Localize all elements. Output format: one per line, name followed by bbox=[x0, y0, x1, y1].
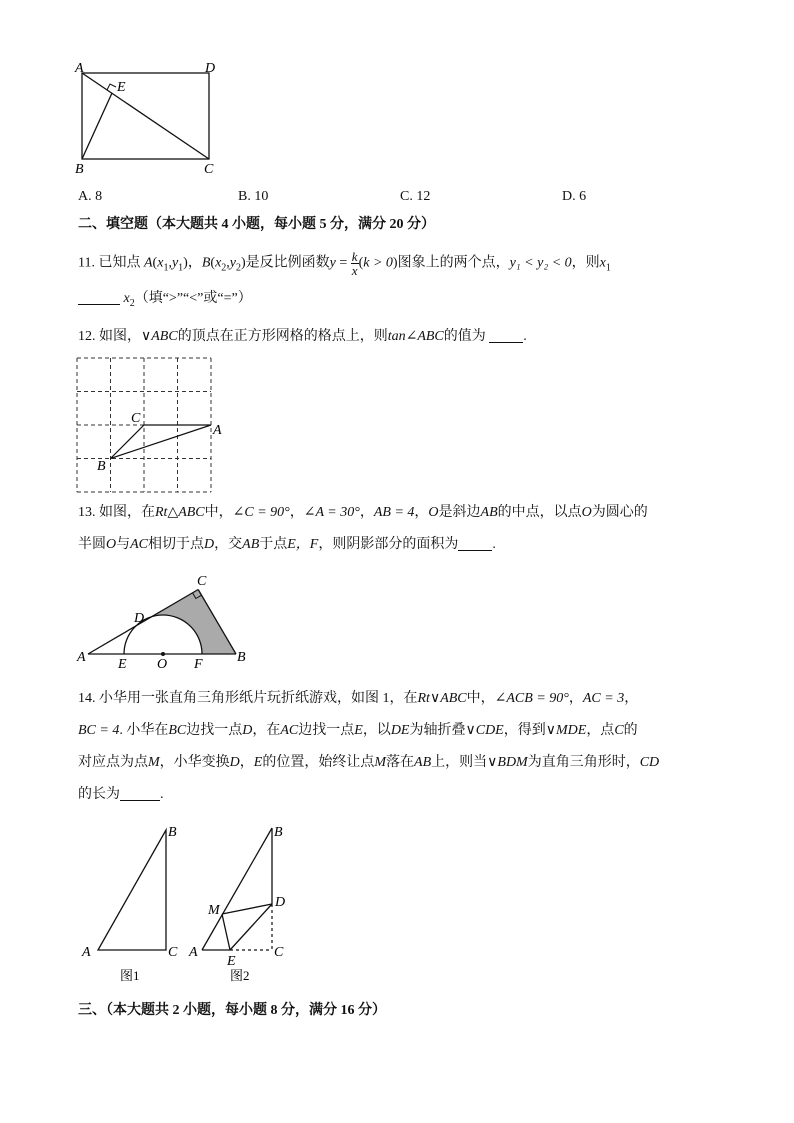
q14-fig1-label-a: A bbox=[82, 945, 91, 960]
q10-label-c: C bbox=[204, 162, 214, 177]
q13-line2: 半圆O与AC相切于点D，交AB于点E，F，则阴影部分的面积为 . bbox=[78, 537, 496, 552]
q14-line4: 的长为 . bbox=[78, 787, 164, 802]
q13-label-e: E bbox=[118, 657, 127, 672]
q14-fig2-label-c: C bbox=[274, 945, 284, 960]
section3-title: 三、（本大题共 2 小题，每小题 8 分，满分 16 分） bbox=[78, 1003, 386, 1018]
q13-line1: 13. 如图，在Rt△ABC中，∠C = 90°，∠A = 30°，AB = 4，O是斜边AB的中点，以点O为圆心的 bbox=[78, 505, 648, 520]
q12-answer-blank[interactable] bbox=[489, 328, 523, 343]
q14-fig2-caption: 图2 bbox=[230, 968, 250, 983]
q12-label-c: C bbox=[131, 411, 141, 426]
q10-option-c: C. 12 bbox=[400, 189, 431, 204]
q10-label-a: A bbox=[75, 61, 84, 76]
q14-line2: BC = 4. 小华在BC边找一点D，在AC边找一点E，以DE为轴折叠∨CDE，得到∨MDE，点C的 bbox=[78, 723, 638, 738]
q13-figure bbox=[70, 568, 260, 672]
q14-answer-blank[interactable] bbox=[120, 786, 160, 801]
q13-label-a: A bbox=[77, 650, 86, 665]
q14-fig2-label-a: A bbox=[189, 945, 198, 960]
q11-a: A bbox=[143, 255, 153, 271]
q14-fig2-label-m: M bbox=[208, 903, 220, 918]
q14-line3: 对应点为点M，小华变换D，E的位置，始终让点M落在AB上，则当∨BDM为直角三角形时，CD bbox=[78, 755, 660, 770]
q13-label-c: C bbox=[197, 574, 207, 589]
q10-figure bbox=[70, 56, 230, 180]
q14-line1: 14. 小华用一张直角三角形纸片玩折纸游戏，如图 1，在Rt∨ABC中，∠ACB = 90°，AC = 3， bbox=[78, 691, 639, 706]
q14-fig2-label-d: D bbox=[275, 895, 286, 910]
q11-fraction: $\frac{k}{x}$ bbox=[351, 249, 358, 278]
q11-answer-blank[interactable] bbox=[78, 290, 120, 305]
q10-option-b: B. 10 bbox=[238, 189, 269, 204]
q13-label-b: B bbox=[237, 650, 246, 665]
q12-grid-figure bbox=[70, 352, 230, 496]
q14-fig2-label-b: B bbox=[274, 825, 283, 840]
q10-label-b: B bbox=[75, 162, 84, 177]
q11-line1: 11. 已知点 $A(x_1,y_1)$，$B(x_2,y_2)$是反比例函数y = $\frac{k}{x}$ (k > 0)图象上的两个点，y₁ < y₂ < 0，则$x_1$ bbox=[78, 249, 611, 278]
q14-figure-2 bbox=[188, 822, 298, 990]
q13-label-o: O bbox=[157, 657, 168, 672]
q11-line2: $x_2$（填“>”“<”或“=”） bbox=[78, 290, 252, 313]
q10-label-e: E bbox=[117, 80, 126, 95]
q14-figure-1 bbox=[78, 822, 188, 990]
q13-label-d: D bbox=[134, 611, 145, 626]
q11-b: B bbox=[201, 255, 211, 271]
q14-fig1-caption: 图1 bbox=[120, 968, 140, 983]
section2-title: 二、填空题（本大题共 4 小题，每小题 5 分，满分 20 分） bbox=[78, 217, 435, 232]
q14-fig1-label-b: B bbox=[168, 825, 177, 840]
q10-option-d: D. 6 bbox=[562, 189, 587, 204]
q10-label-d: D bbox=[205, 61, 216, 76]
q11-num: 11. 已知点 bbox=[78, 255, 141, 271]
q14-fig2-label-e: E bbox=[227, 954, 236, 969]
q14-fig1-label-c: C bbox=[168, 945, 178, 960]
q12-label-a: A bbox=[213, 423, 222, 438]
q13-label-f: F bbox=[194, 657, 203, 672]
q12-label-b: B bbox=[97, 459, 106, 474]
q13-answer-blank[interactable] bbox=[458, 536, 492, 551]
q10-option-a: A. 8 bbox=[78, 189, 103, 204]
q12-text: 12. 如图，∨ABC的顶点在正方形网格的格点上，则tan∠ABC的值为 . bbox=[78, 329, 527, 344]
